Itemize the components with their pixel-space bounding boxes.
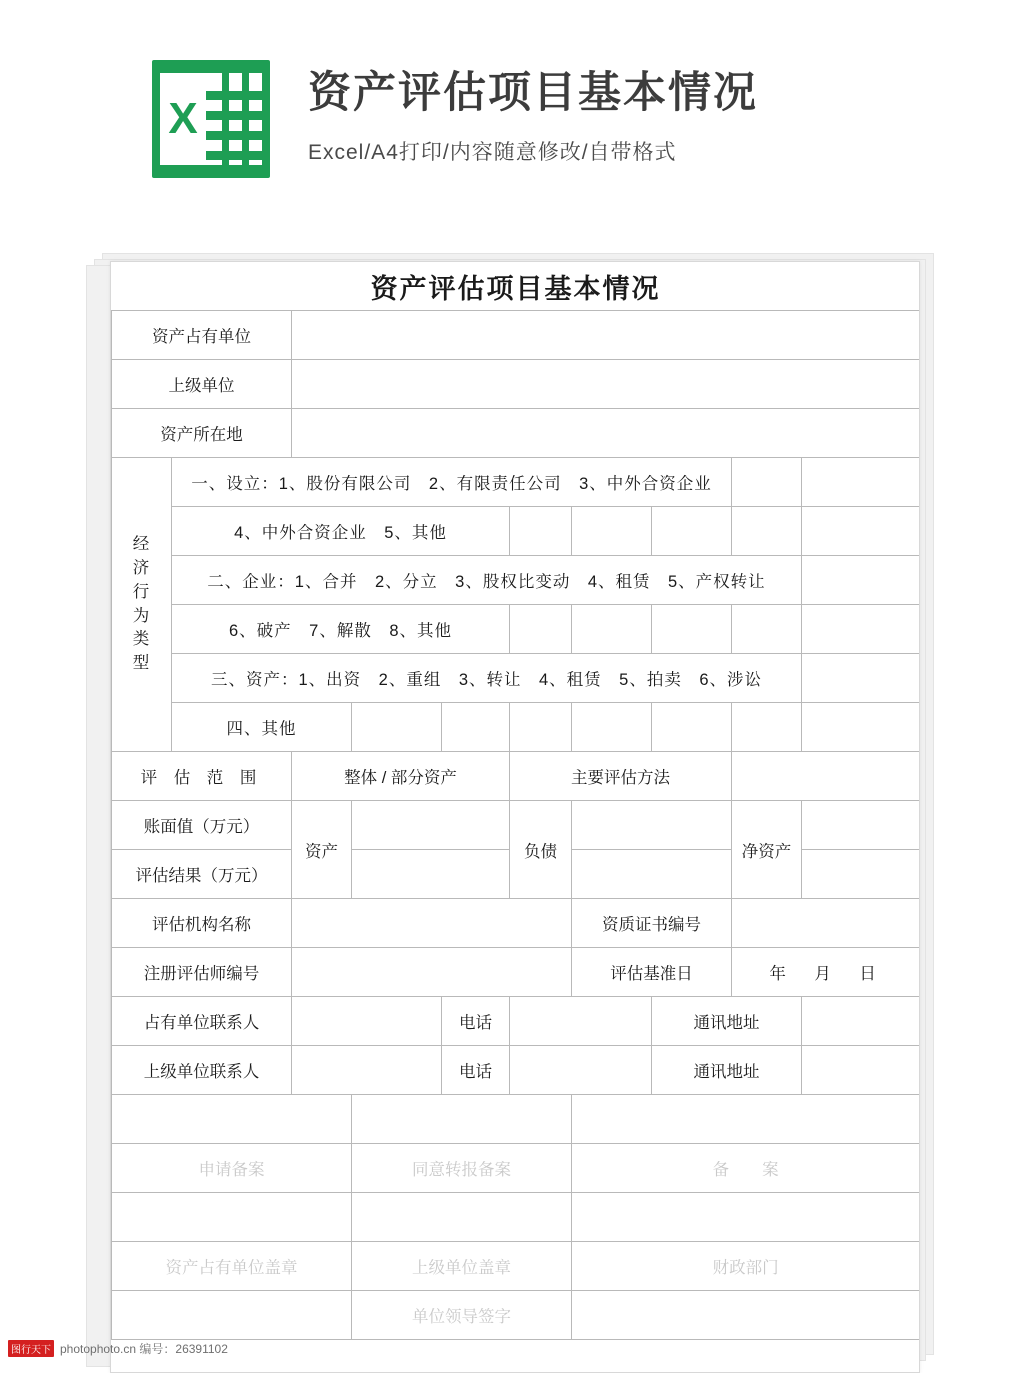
table-row xyxy=(112,1291,920,1340)
page-subtitle: Excel/A4打印/内容随意修改/自带格式 xyxy=(308,140,677,164)
logo-x-letter: X xyxy=(168,94,198,143)
table-row xyxy=(112,1242,920,1291)
eb-check-4d[interactable] xyxy=(732,605,802,654)
document-sheet xyxy=(110,261,920,1373)
label-appraiser-no: 注册评估师编号 xyxy=(112,948,292,997)
asset-appraisal-form xyxy=(111,262,920,1340)
empty-footer-cell-8 xyxy=(572,1291,920,1340)
watermark xyxy=(8,1340,228,1357)
label-holder-address: 通讯地址 xyxy=(652,997,802,1046)
eb-check-4b[interactable] xyxy=(572,605,652,654)
label-superior-contact: 上级单位联系人 xyxy=(112,1046,292,1095)
label-asset-location: 资产所在地 xyxy=(112,409,292,458)
table-row xyxy=(112,899,920,948)
empty-footer-cell-1 xyxy=(112,1095,352,1144)
field-base-date[interactable]: 年 月 日 xyxy=(732,948,920,997)
field-holder-address[interactable] xyxy=(802,997,920,1046)
eb-check-1b[interactable] xyxy=(802,458,920,507)
field-book-net-asset[interactable] xyxy=(802,801,920,850)
field-result-liability[interactable] xyxy=(572,850,732,899)
label-holder-seal: 资产占有单位盖章 xyxy=(112,1242,352,1291)
table-row xyxy=(112,1193,920,1242)
label-superior-phone: 电话 xyxy=(442,1046,510,1095)
eb-check-3a[interactable] xyxy=(802,556,920,605)
label-cert-no: 资质证书编号 xyxy=(572,899,732,948)
eb-check-2a[interactable] xyxy=(510,507,572,556)
eb-check-6e[interactable] xyxy=(652,703,732,752)
empty-footer-cell-6 xyxy=(572,1193,920,1242)
document-preview xyxy=(78,245,946,1365)
table-row xyxy=(112,262,920,311)
table-row xyxy=(112,948,920,997)
value-appraisal-scope[interactable]: 整体 / 部分资产 xyxy=(292,752,510,801)
eb-option-line-3[interactable]: 二、企业：1、合并 2、分立 3、股权比变动 4、租赁 5、产权转让 xyxy=(172,556,802,605)
label-superior-address: 通讯地址 xyxy=(652,1046,802,1095)
label-unit-holder: 资产占有单位 xyxy=(112,311,292,360)
table-row xyxy=(112,458,920,507)
label-record: 备 案 xyxy=(572,1144,920,1193)
watermark-text: photophoto.cn 编号：26391102 xyxy=(60,1342,228,1356)
watermark-badge: 图行天下 xyxy=(8,1340,54,1357)
table-row xyxy=(112,997,920,1046)
label-superior-seal: 上级单位盖章 xyxy=(352,1242,572,1291)
label-economic-behavior-type: 经 济 行 为 类 型 xyxy=(112,458,172,752)
table-row xyxy=(112,311,920,360)
label-leader-sign: 单位领导签字 xyxy=(352,1291,572,1340)
field-result-net-asset[interactable] xyxy=(802,850,920,899)
label-base-date: 评估基准日 xyxy=(572,948,732,997)
page-title: 资产评估项目基本情况 xyxy=(308,69,758,117)
empty-footer-cell-3 xyxy=(572,1095,920,1144)
label-holder-phone: 电话 xyxy=(442,997,510,1046)
label-agency-name: 评估机构名称 xyxy=(112,899,292,948)
eb-check-2b[interactable] xyxy=(572,507,652,556)
eb-check-6d[interactable] xyxy=(572,703,652,752)
form-title: 资产评估项目基本情况 xyxy=(370,273,661,304)
eb-check-4e[interactable] xyxy=(802,605,920,654)
label-agree-forward: 同意转报备案 xyxy=(352,1144,572,1193)
field-superior-phone[interactable] xyxy=(510,1046,652,1095)
field-holder-phone[interactable] xyxy=(510,997,652,1046)
table-row xyxy=(112,703,920,752)
label-book-value: 账面值（万元） xyxy=(112,801,292,850)
eb-check-2c[interactable] xyxy=(652,507,732,556)
field-book-asset[interactable] xyxy=(352,801,510,850)
label-superior-unit: 上级单位 xyxy=(112,360,292,409)
table-row xyxy=(112,1095,920,1144)
label-net-asset: 净资产 xyxy=(732,801,802,899)
eb-option-line-4[interactable]: 6、破产 7、解散 8、其他 xyxy=(172,605,510,654)
label-finance-dept: 财政部门 xyxy=(572,1242,920,1291)
empty-footer-cell-7 xyxy=(112,1291,352,1340)
eb-check-2e[interactable] xyxy=(802,507,920,556)
label-holder-contact: 占有单位联系人 xyxy=(112,997,292,1046)
label-main-method: 主要评估方法 xyxy=(510,752,732,801)
empty-footer-cell-2 xyxy=(352,1095,572,1144)
eb-check-6g[interactable] xyxy=(802,703,920,752)
field-superior-unit[interactable] xyxy=(292,360,920,409)
eb-check-6a[interactable] xyxy=(352,703,442,752)
field-superior-address[interactable] xyxy=(802,1046,920,1095)
table-row xyxy=(112,360,920,409)
excel-logo-icon xyxy=(152,60,270,178)
label-apply-record: 申请备案 xyxy=(112,1144,352,1193)
eb-check-5a[interactable] xyxy=(802,654,920,703)
eb-option-line-5[interactable]: 三、资产：1、出资 2、重组 3、转让 4、租赁 5、拍卖 6、涉讼 xyxy=(172,654,802,703)
table-row xyxy=(112,605,920,654)
eb-check-1[interactable] xyxy=(732,458,802,507)
field-superior-contact[interactable] xyxy=(292,1046,442,1095)
field-asset-location[interactable] xyxy=(292,409,920,458)
logo-sheet-shape xyxy=(204,73,262,165)
field-appraiser-no[interactable] xyxy=(292,948,572,997)
header-text-block xyxy=(308,60,758,166)
eb-option-line-2[interactable]: 4、中外合资企业 5、其他 xyxy=(172,507,510,556)
field-unit-holder[interactable] xyxy=(292,311,920,360)
page-header xyxy=(0,0,1024,178)
table-row xyxy=(112,654,920,703)
field-result-asset[interactable] xyxy=(352,850,510,899)
eb-check-4a[interactable] xyxy=(510,605,572,654)
label-asset: 资产 xyxy=(292,801,352,899)
eb-check-4c[interactable] xyxy=(652,605,732,654)
eb-option-line-1[interactable]: 一、设立：1、股份有限公司 2、有限责任公司 3、中外合资企业 xyxy=(172,458,732,507)
field-agency-name[interactable] xyxy=(292,899,572,948)
eb-check-2d[interactable] xyxy=(732,507,802,556)
empty-footer-cell-5 xyxy=(352,1193,572,1242)
label-liability: 负债 xyxy=(510,801,572,899)
table-row xyxy=(112,752,920,801)
eb-check-6b[interactable] xyxy=(442,703,510,752)
table-row xyxy=(112,556,920,605)
table-row xyxy=(112,1046,920,1095)
eb-check-6f[interactable] xyxy=(732,703,802,752)
field-main-method[interactable] xyxy=(732,752,920,801)
field-cert-no[interactable] xyxy=(732,899,920,948)
label-appraisal-scope: 评 估 范 围 xyxy=(112,752,292,801)
eb-option-line-6[interactable]: 四、其他 xyxy=(172,703,352,752)
table-row xyxy=(112,801,920,850)
eb-check-6c[interactable] xyxy=(510,703,572,752)
field-book-liability[interactable] xyxy=(572,801,732,850)
table-row xyxy=(112,409,920,458)
label-appraisal-result: 评估结果（万元） xyxy=(112,850,292,899)
table-row xyxy=(112,1144,920,1193)
empty-footer-cell-4 xyxy=(112,1193,352,1242)
table-row xyxy=(112,507,920,556)
field-holder-contact[interactable] xyxy=(292,997,442,1046)
